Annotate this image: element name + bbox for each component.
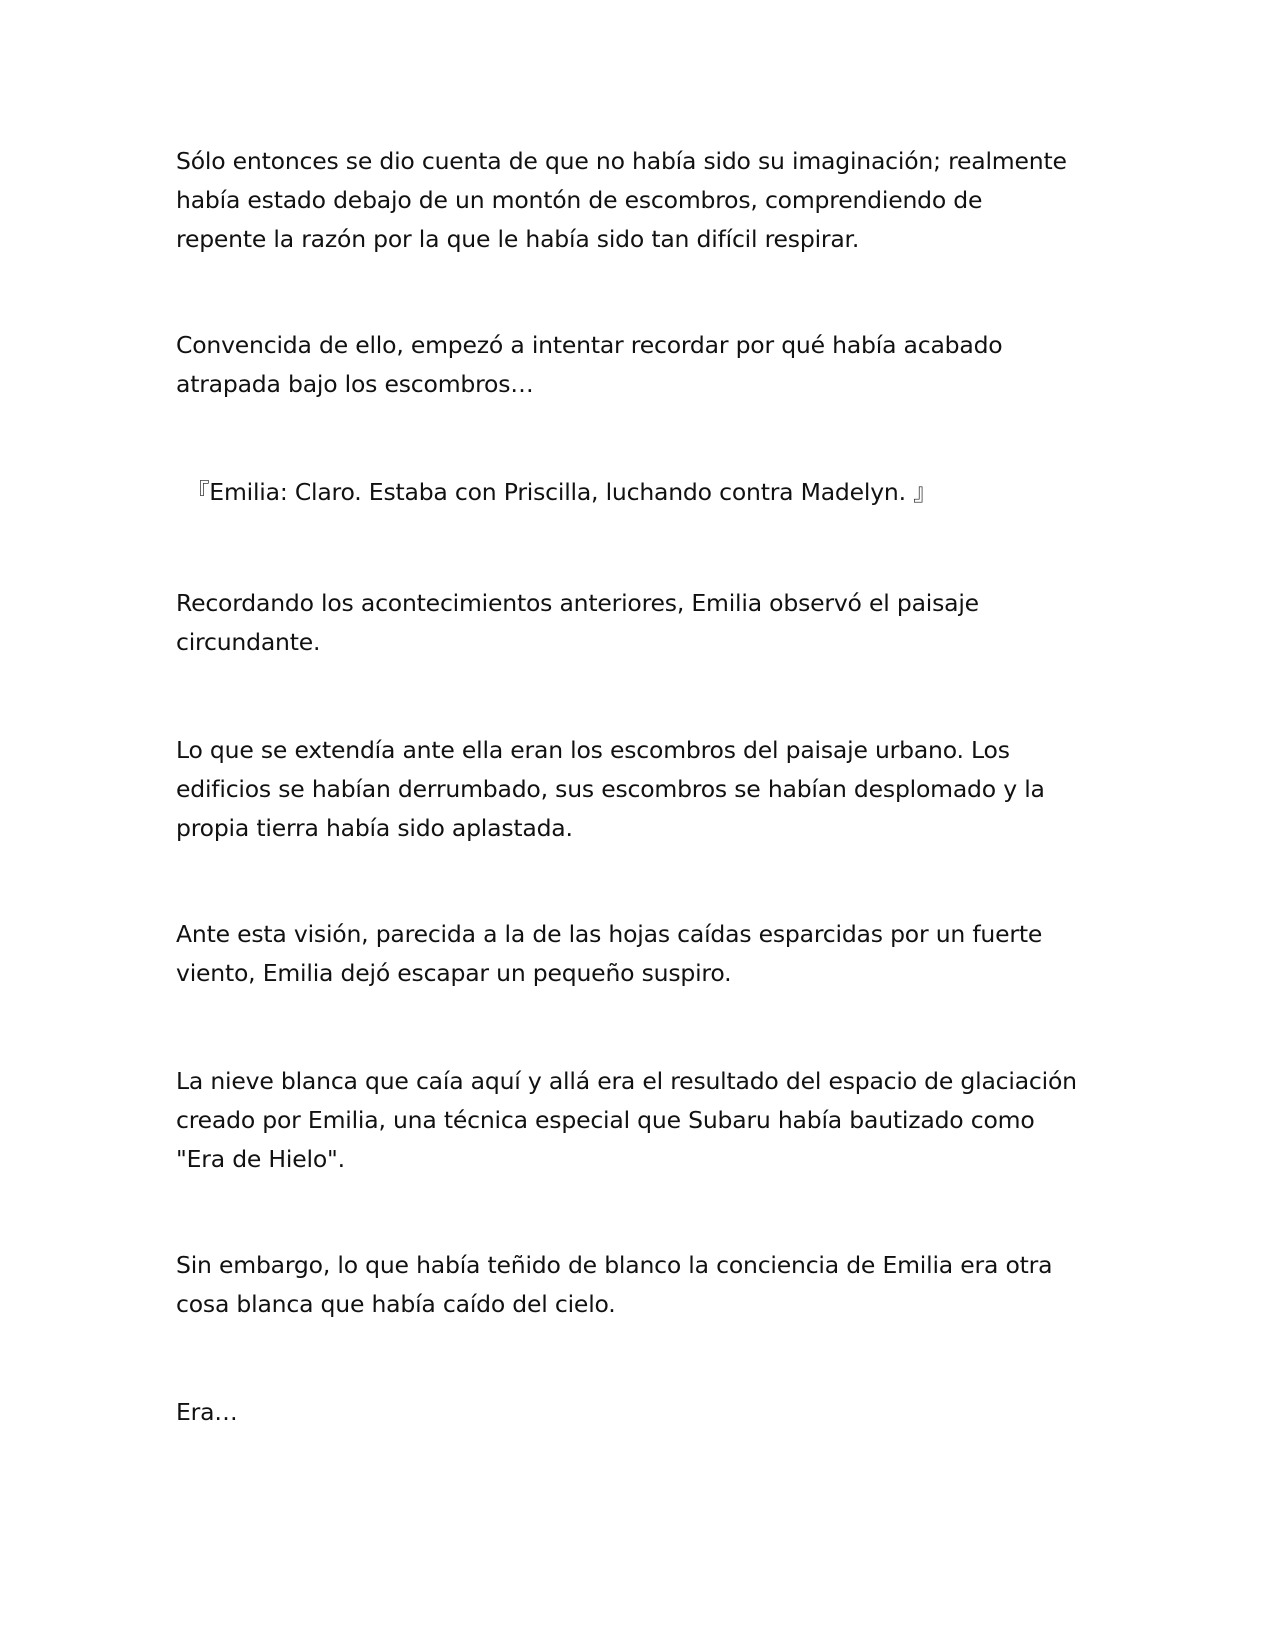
paragraph-line: propia tierra había sido aplastada. <box>176 814 573 842</box>
paragraph-6 <box>176 915 1096 993</box>
paragraph-line: Ante esta visión, parecida a la de las hojas caídas esparcidas por un fuerte <box>176 920 1043 948</box>
paragraph-line: cosa blanca que había caído del cielo. <box>176 1290 616 1318</box>
paragraph-line: había estado debajo de un montón de escombros, comprendiendo de <box>176 186 983 214</box>
paragraph-line: viento, Emilia dejó escapar un pequeño suspiro. <box>176 959 732 987</box>
paragraph-line: Convencida de ello, empezó a intentar recordar por qué había acabado <box>176 331 1003 359</box>
paragraph-line: Recordando los acontecimientos anteriores, Emilia observó el paisaje <box>176 589 979 617</box>
paragraph-line: creado por Emilia, una técnica especial que Subaru había bautizado como <box>176 1106 1035 1134</box>
paragraph-line: repente la razón por la que le había sido tan difícil respirar. <box>176 225 860 253</box>
paragraph-1 <box>176 142 1096 259</box>
paragraph-8 <box>176 1246 1096 1324</box>
paragraph-line: Era… <box>176 1398 238 1426</box>
paragraph-line: Sin embargo, lo que había teñido de blanco la conciencia de Emilia era otra <box>176 1251 1053 1279</box>
paragraph-5 <box>176 731 1096 848</box>
paragraph-2 <box>176 326 1096 404</box>
dialogue-line <box>186 473 1106 512</box>
paragraph-line: Sólo entonces se dio cuenta de que no había sido su imaginación; realmente <box>176 147 1067 175</box>
paragraph-line: atrapada bajo los escombros… <box>176 370 534 398</box>
paragraph-line: 『Emilia: Claro. Estaba con Priscilla, luchando contra Madelyn. 』 <box>186 478 937 506</box>
paragraph-line: "Era de Hielo". <box>176 1145 345 1173</box>
paragraph-9 <box>176 1393 1096 1432</box>
paragraph-7 <box>176 1062 1096 1179</box>
paragraph-4 <box>176 584 1096 662</box>
paragraph-line: La nieve blanca que caía aquí y allá era el resultado del espacio de glaciación <box>176 1067 1077 1095</box>
paragraph-line: edificios se habían derrumbado, sus escombros se habían desplomado y la <box>176 775 1045 803</box>
paragraph-line: Lo que se extendía ante ella eran los escombros del paisaje urbano. Los <box>176 736 1010 764</box>
paragraph-line: circundante. <box>176 628 321 656</box>
